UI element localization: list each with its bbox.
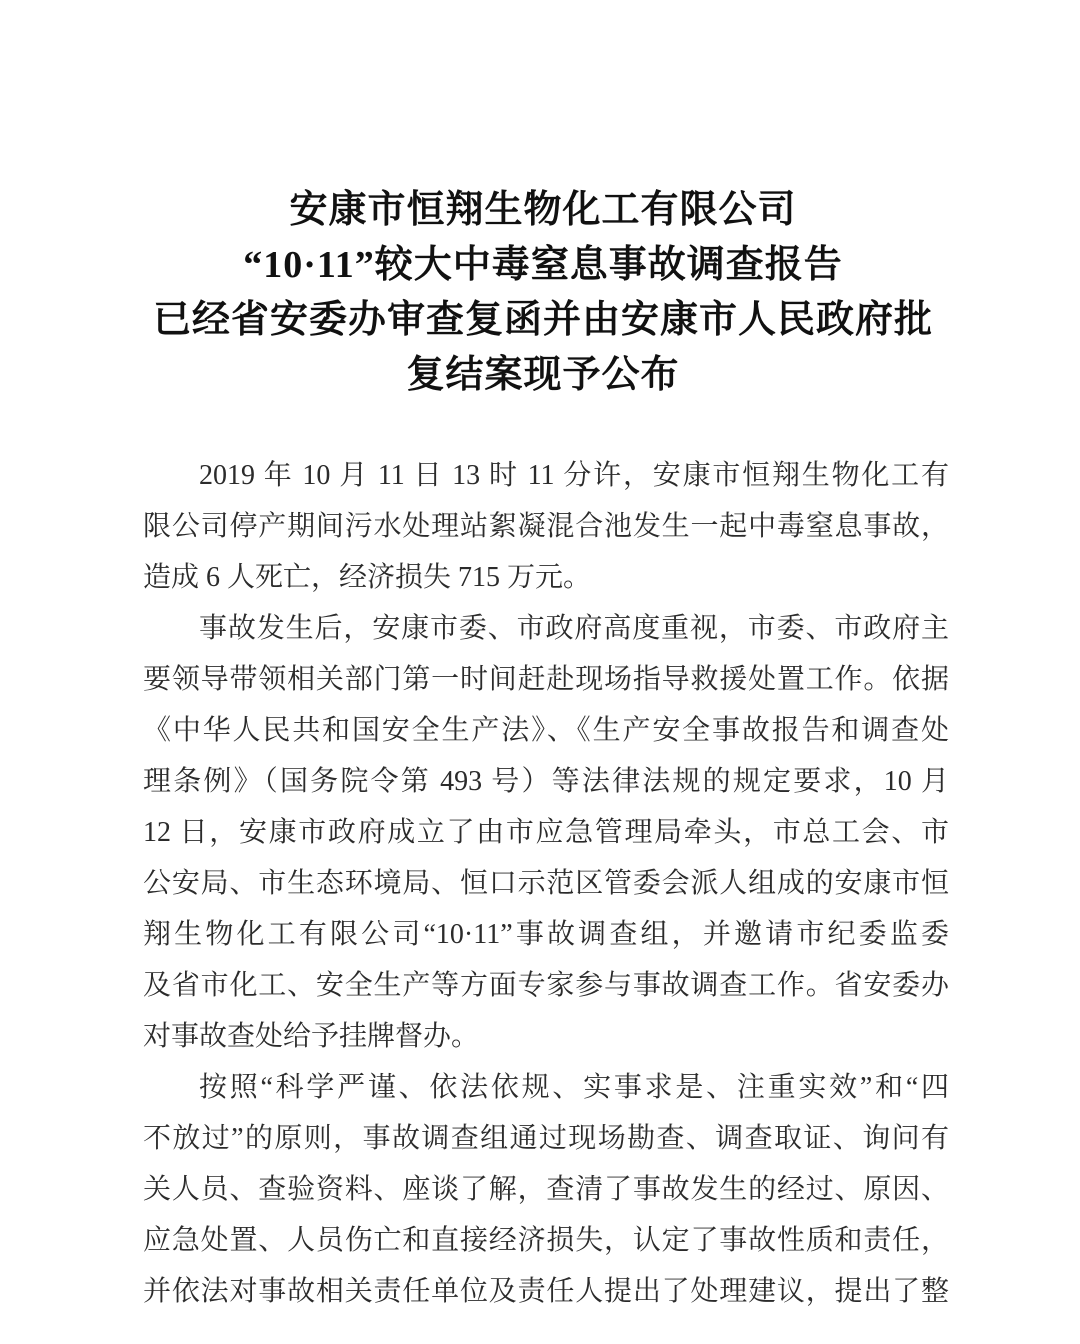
paragraph-3: [143, 1062, 949, 1317]
body-line: 并依法对事故相关责任单位及责任人提出了处理建议，提出了整: [143, 1276, 949, 1307]
title-line-3: 已经省安委办审查复函并由安康市人民政府批: [152, 299, 933, 341]
body-line: 公安局、市生态环境局、恒口示范区管委会派人组成的安康市恒: [143, 868, 949, 899]
body-line: 按照“科学严谨、依法依规、实事求是、注重实效”和“四: [199, 1072, 949, 1103]
body-line: 限公司停产期间污水处理站絮凝混合池发生一起中毒窒息事故，: [143, 511, 949, 542]
document-body: [143, 450, 949, 1317]
title-line-4: 复结案现予公布: [406, 354, 680, 396]
body-line: 造成 6 人死亡，经济损失 715 万元。: [143, 562, 592, 593]
body-line: 对事故查处给予挂牌督办。: [143, 1021, 480, 1052]
paragraph-2: [143, 603, 949, 1062]
body-line: 翔生物化工有限公司“10·11”事故调查组，并邀请市纪委监委: [143, 919, 949, 950]
body-line: 及省市化工、安全生产等方面专家参与事故调查工作。省安委办: [143, 970, 949, 1001]
body-line: 理条例》（国务院令第 493 号）等法律法规的规定要求，10 月: [143, 766, 949, 797]
body-line: 12 日，安康市政府成立了由市应急管理局牵头，市总工会、市: [143, 817, 949, 848]
title-line-1: 安康市恒翔生物化工有限公司: [289, 189, 797, 231]
body-line: 不放过”的原则，事故调查组通过现场勘查、调查取证、询问有: [143, 1123, 949, 1154]
body-line: 要领导带领相关部门第一时间赶赴现场指导救援处置工作。依据: [143, 664, 949, 695]
document-title: [137, 183, 949, 403]
body-line: 2019 年 10 月 11 日 13 时 11 分许，安康市恒翔生物化工有: [199, 460, 949, 491]
body-line: 应急处置、人员伤亡和直接经济损失，认定了事故性质和责任，: [143, 1225, 949, 1256]
body-line: 《中华人民共和国安全生产法》、《生产安全事故报告和调查处: [143, 715, 949, 746]
body-line: 关人员、查验资料、座谈了解，查清了事故发生的经过、原因、: [143, 1174, 949, 1205]
paragraph-1: [143, 450, 949, 603]
title-line-2: “10·11”较大中毒窒息事故调查报告: [243, 244, 843, 286]
body-line: 事故发生后，安康市委、市政府高度重视，市委、市政府主: [199, 613, 949, 644]
